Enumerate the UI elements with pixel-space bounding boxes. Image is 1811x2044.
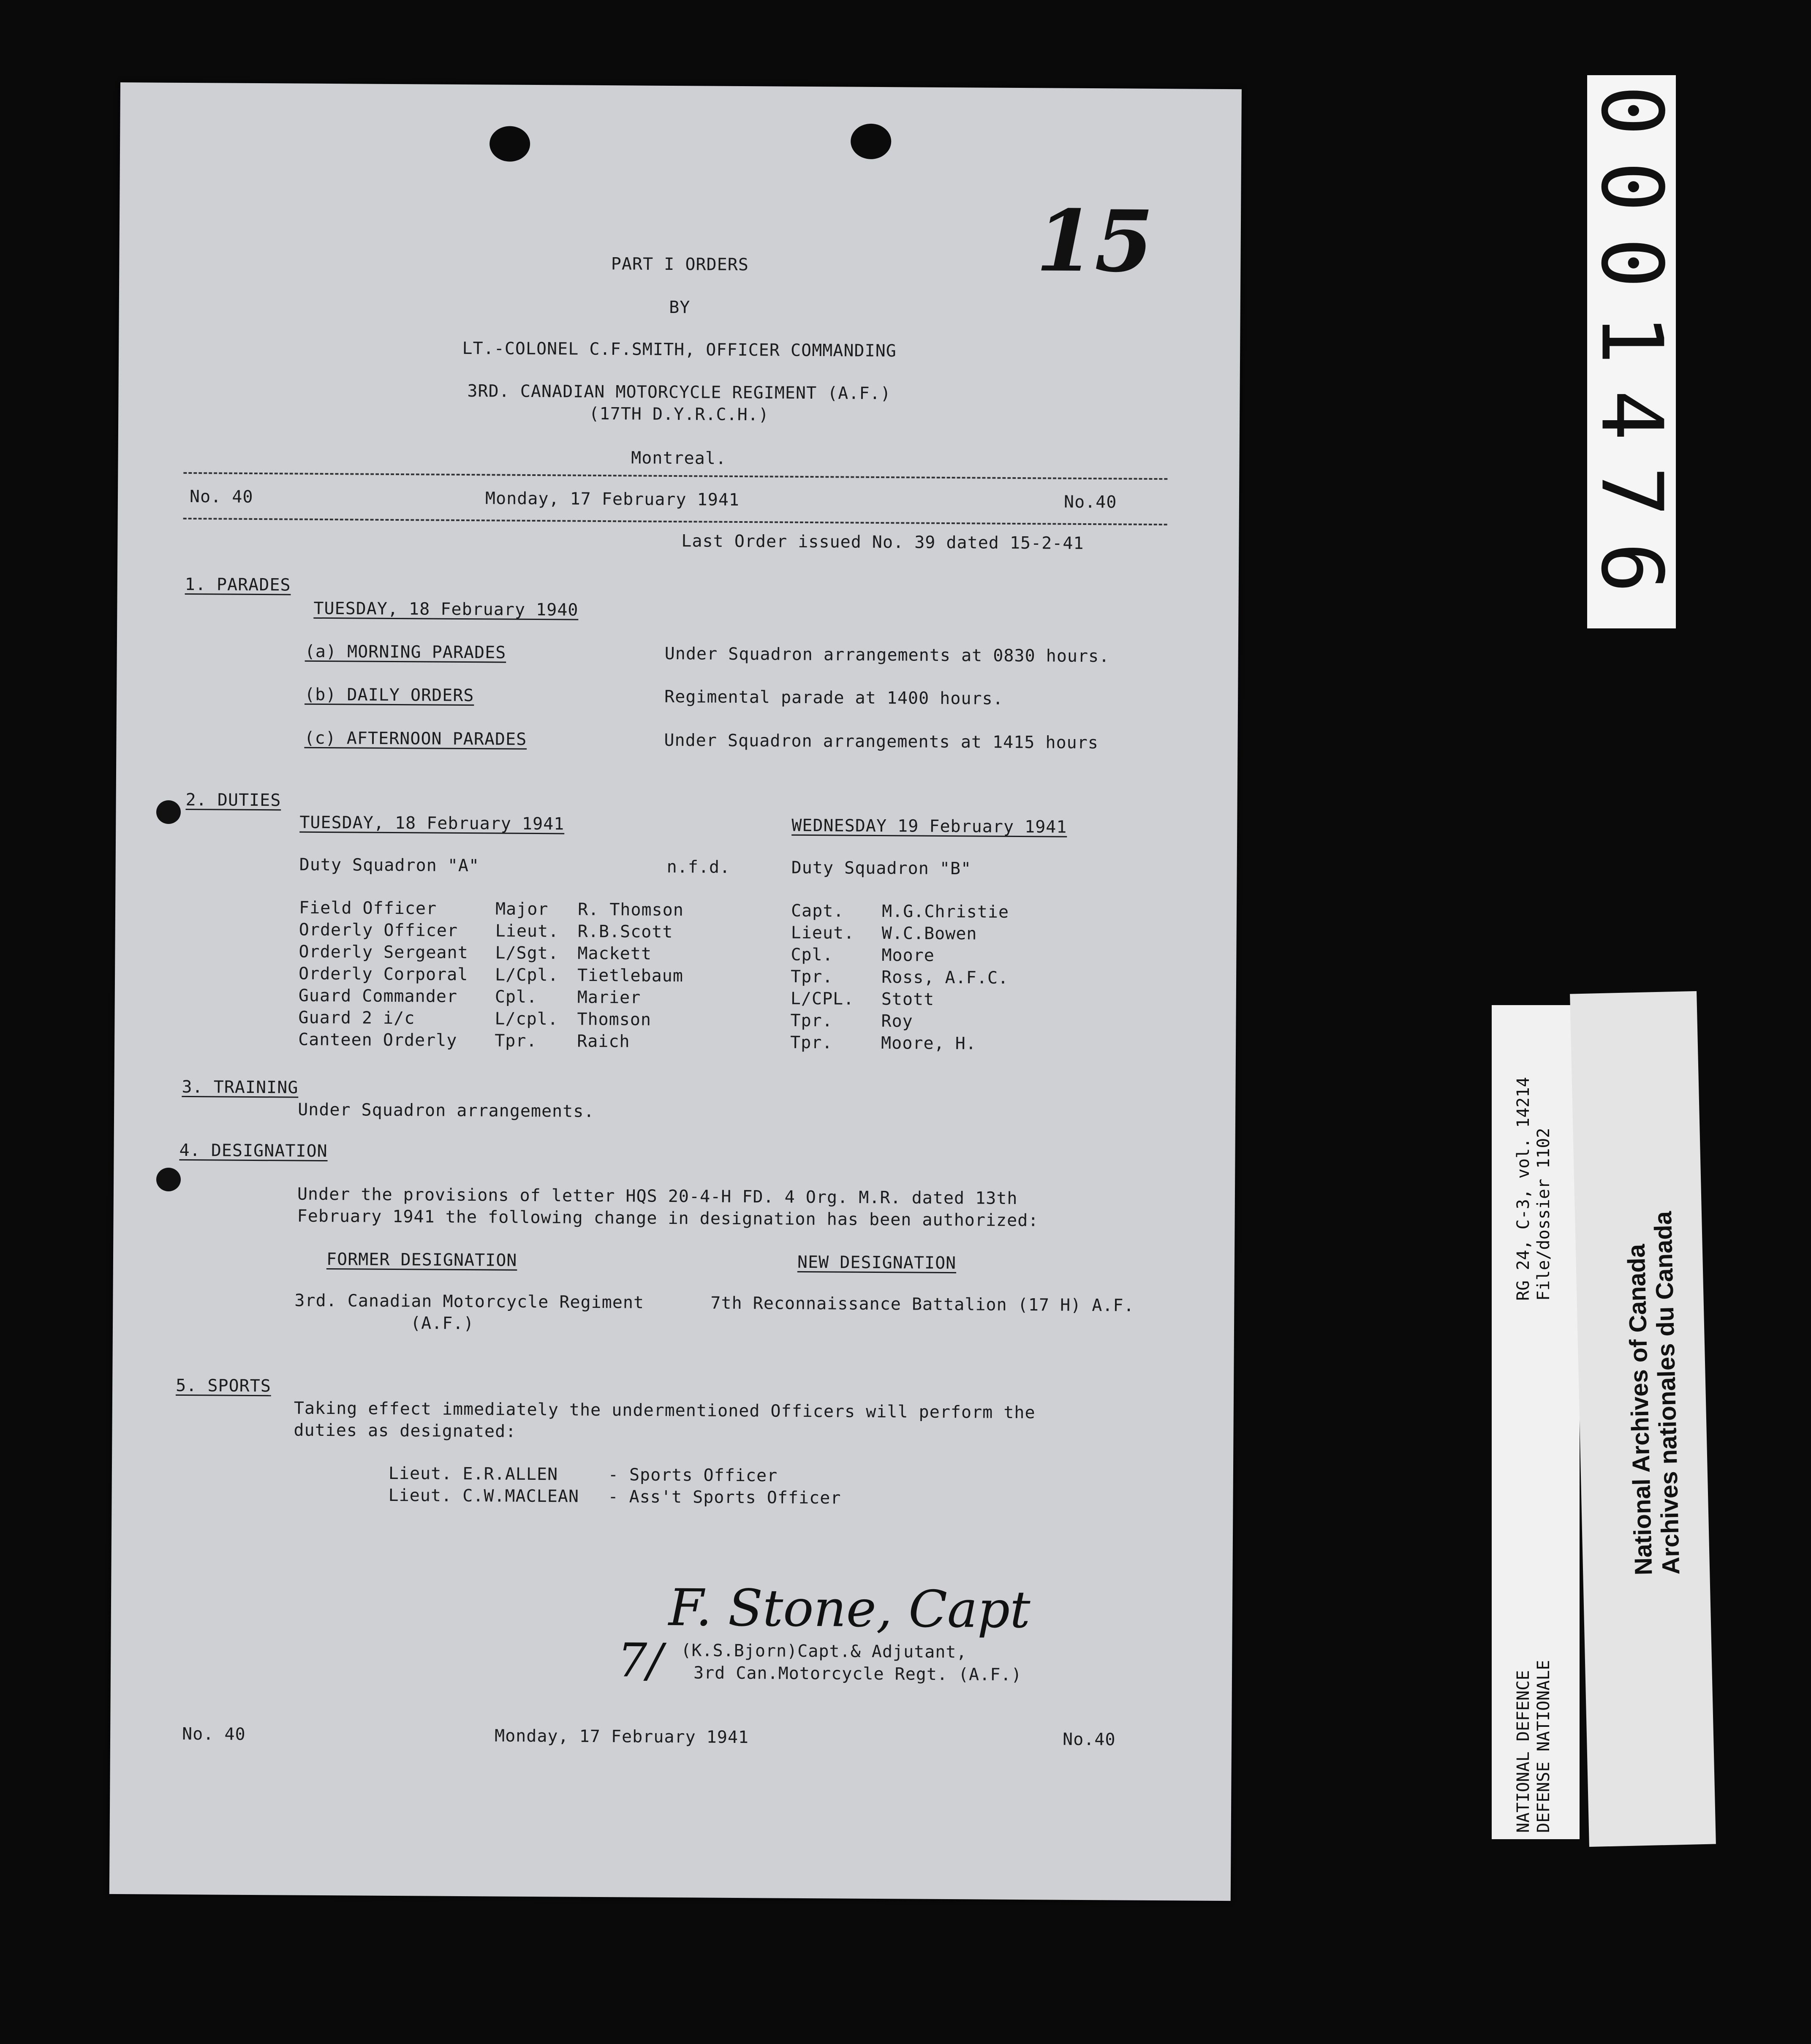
parade-text-morning: Under Squadron arrangements at 0830 hours. [664, 644, 1110, 666]
duty-name-day2: Stott [881, 989, 935, 1009]
frame-number-label [1582, 75, 1681, 628]
order-number-left: No. 40 [189, 487, 253, 507]
duty-squadron-b: Duty Squadron "B" [791, 858, 972, 879]
archive-reference-strip [1492, 1005, 1580, 1839]
footer-date: Monday, 17 February 1941 [494, 1726, 749, 1748]
order-number-right: No.40 [1063, 492, 1117, 512]
order-date: Monday, 17 February 1941 [485, 489, 740, 510]
footer-number-left: No. 40 [182, 1724, 246, 1744]
signature-unit: 3rd Can.Motorcycle Regt. (A.F.) [693, 1663, 1022, 1685]
last-order: Last Order issued No. 39 dated 15-2-41 [681, 531, 1084, 553]
new-designation: 7th Reconnaissance Battalion (17 H) A.F. [710, 1293, 1134, 1316]
duty-name-day1: Raich [577, 1031, 630, 1052]
duty-rank-day2: Tpr. [790, 1011, 833, 1031]
sports-officer-role: - Sports Officer [608, 1465, 778, 1486]
duties-day1: TUESDAY, 18 February 1941 [299, 813, 565, 834]
parade-text-daily: Regimental parade at 1400 hours. [664, 687, 1003, 709]
orders-by: BY [669, 297, 691, 318]
duty-role: Guard Commander [298, 986, 458, 1006]
divider-top [183, 472, 1167, 480]
duty-name-day2: M.G.Christie [881, 902, 1009, 922]
sports-officer-role: - Ass't Sports Officer [608, 1487, 841, 1508]
duty-name-day1: Thomson [577, 1009, 652, 1030]
duty-role: Orderly Corporal [298, 964, 468, 985]
orders-title: PART I ORDERS [611, 254, 749, 275]
archive-rg: RG 24, C-3, vol. 14214 [1514, 1077, 1533, 1301]
former-designation-heading: FORMER DESIGNATION [326, 1250, 517, 1270]
duty-rank-day1: L/Cpl. [495, 965, 559, 985]
duty-name-day2: Ross, A.F.C. [881, 968, 1009, 988]
duty-rank-day2: L/CPL. [790, 989, 854, 1009]
place: Montreal. [631, 448, 727, 468]
duty-rank-day1: Cpl. [495, 987, 538, 1007]
parade-label-daily: (b) DAILY ORDERS [305, 685, 474, 706]
parades-heading: 1. PARADES [185, 574, 291, 595]
duty-name-day1: Mackett [577, 943, 652, 964]
handwritten-page-number: 15 [1036, 191, 1154, 291]
binder-hole [156, 800, 181, 824]
duty-rank-day2: Lieut. [791, 923, 855, 943]
duty-role: Guard 2 i/c [298, 1008, 415, 1028]
archive-name-fr: Archives nationales du Canada [1649, 1211, 1685, 1575]
archive-file: File/dossier 1102 [1534, 1128, 1553, 1301]
archive-name-en: National Archives of Canada [1622, 1244, 1658, 1576]
duty-name-day2: Roy [881, 1011, 913, 1031]
duty-rank-day1: Tpr. [495, 1031, 537, 1051]
former-designation-af: (A.F.) [410, 1313, 474, 1334]
designation-line1: Under the provisions of letter HQS 20-4-H FD. 4 Org. M.R. dated 13th [297, 1184, 1018, 1209]
duty-name-day2: Moore, H. [881, 1033, 977, 1054]
signature-mark: 7/ [617, 1633, 663, 1688]
archive-department-fr: DEFENSE NATIONALE [1534, 1660, 1553, 1833]
regiment-subtitle: (17TH D.Y.R.C.H.) [589, 404, 770, 425]
sports-line2: duties as designated: [294, 1420, 517, 1441]
duty-rank-day1: Major [495, 899, 549, 919]
training-text: Under Squadron arrangements. [298, 1100, 595, 1121]
duty-role: Field Officer [299, 898, 437, 919]
duties-day2: WEDNESDAY 19 February 1941 [791, 815, 1067, 837]
duty-name-day1: Marier [577, 987, 641, 1008]
duty-rank-day1: L/cpl. [495, 1009, 559, 1029]
designation-heading: 4. DESIGNATION [179, 1140, 328, 1161]
duties-heading: 2. DUTIES [185, 790, 281, 810]
duty-name-day1: R. Thomson [577, 900, 684, 920]
parade-label-morning: (a) MORNING PARADES [305, 641, 506, 663]
regiment-name: 3RD. CANADIAN MOTORCYCLE REGIMENT (A.F.) [467, 381, 891, 404]
signature-name: (K.S.Bjorn)Capt.& Adjutant, [681, 1641, 967, 1662]
duty-role: Orderly Sergeant [299, 942, 468, 963]
duty-rank-day1: L/Sgt. [495, 943, 559, 963]
handwritten-signature: F. Stone, Capt [668, 1578, 1031, 1640]
duty-squadron-a: Duty Squadron "A" [299, 855, 480, 876]
training-heading: 3. TRAINING [182, 1077, 299, 1098]
duty-name-day1: Tietlebaum [577, 965, 684, 986]
duty-role: Orderly Officer [299, 920, 458, 940]
duty-rank-day2: Cpl. [791, 945, 833, 965]
archive-department-en: NATIONAL DEFENCE [1514, 1670, 1533, 1833]
parade-text-afternoon: Under Squadron arrangements at 1415 hours [664, 730, 1099, 753]
duty-rank-day2: Capt. [791, 901, 844, 921]
sports-heading: 5. SPORTS [176, 1375, 272, 1396]
duty-rank-day1: Lieut. [495, 921, 559, 941]
duty-name-day2: W.C.Bowen [881, 924, 977, 944]
duty-rank-day2: Tpr. [790, 967, 833, 987]
footer-number-right: No.40 [1062, 1729, 1116, 1750]
commander-line: LT.-COLONEL C.F.SMITH, OFFICER COMMANDING [462, 338, 897, 361]
punch-hole [489, 126, 530, 162]
duty-name-day1: R.B.Scott [577, 921, 673, 942]
sports-officer-name: Lieut. C.W.MACLEAN [388, 1485, 579, 1506]
designation-line2: February 1941 the following change in designation has been authorized: [297, 1206, 1039, 1231]
frame-number: 0001476 [1582, 85, 1681, 619]
binder-hole [156, 1168, 181, 1191]
parades-date: TUESDAY, 18 February 1940 [313, 598, 579, 620]
new-designation-heading: NEW DESIGNATION [797, 1252, 957, 1273]
duty-role: Canteen Orderly [298, 1030, 457, 1050]
sports-line1: Taking effect immediately the undermentioned Officers will perform the [294, 1398, 1036, 1423]
duty-name-day2: Moore [881, 946, 935, 965]
former-designation: 3rd. Canadian Motorcycle Regiment [294, 1291, 644, 1313]
archive-name-strip [1570, 991, 1716, 1847]
sports-officer-name: Lieut. E.R.ALLEN [388, 1463, 558, 1484]
parade-label-afternoon: (c) AFTERNOON PARADES [304, 728, 527, 749]
duty-rank-day2: Tpr. [790, 1033, 833, 1053]
divider-bottom [183, 518, 1167, 525]
document-page [109, 82, 1242, 1901]
punch-hole [851, 124, 892, 160]
duty-nfd: n.f.d. [666, 857, 731, 877]
